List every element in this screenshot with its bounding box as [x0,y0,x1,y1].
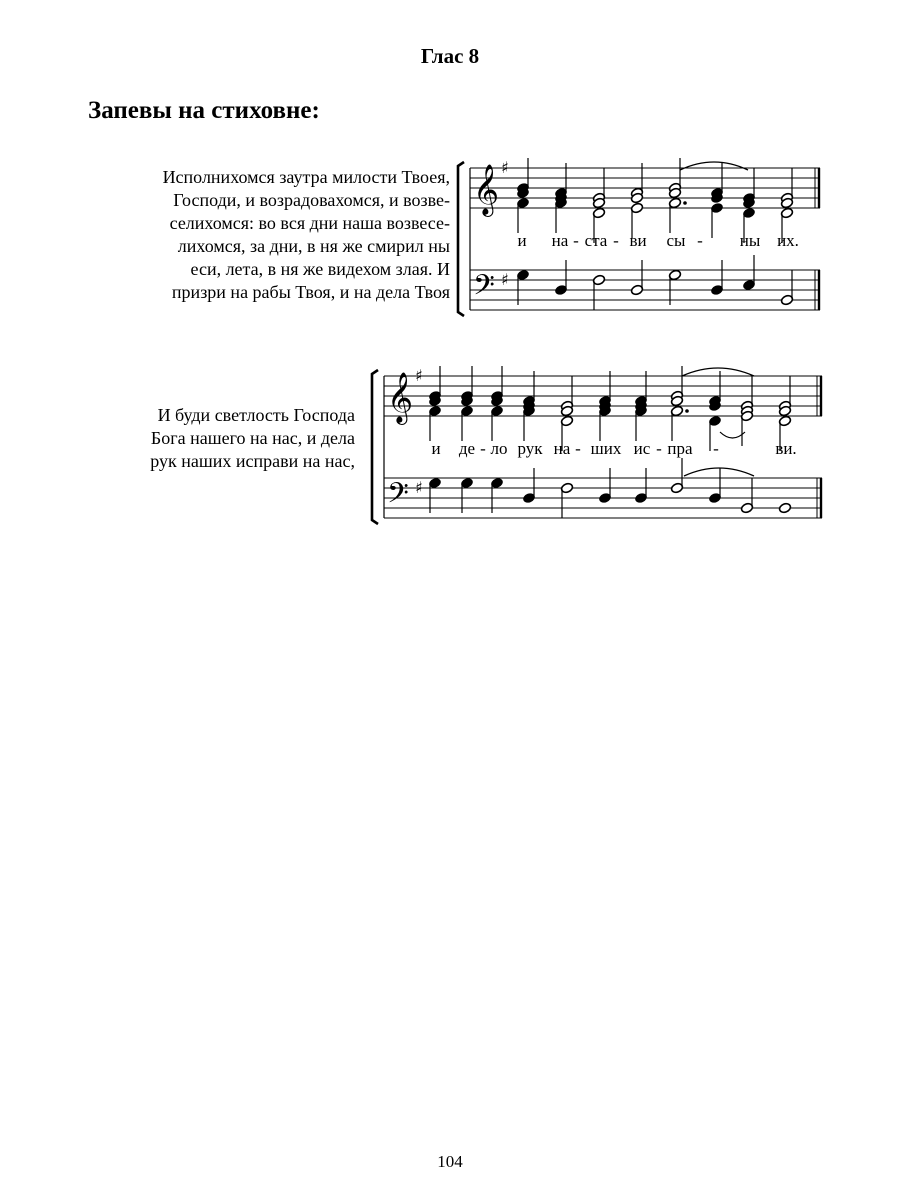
music-score-1 [456,150,821,309]
verse-text-line: Господи, и возрадовахомся, и возве- [173,190,450,210]
bass-note [778,502,791,514]
system-bracket [458,162,464,316]
system-bracket [372,370,378,524]
lyric-syllable: ших [590,439,622,458]
lyric-syllable: ви [629,231,647,250]
verse-text-line: лихомся, за дни, в ня же смирил ны [177,236,450,256]
lyric-syllable: - [656,439,662,458]
glas-label: Глас 8 [420,44,480,68]
verse-text-line: еси, лета, в ня же видехом злая. И [190,259,450,279]
verse-text-line: Исполнихомся заутра милости Твоея, [162,167,450,187]
verse-1-text [100,166,450,304]
section-title: Запевы на стиховне: [88,97,320,124]
slur [682,368,754,376]
key-sharp-bass-icon: ♯ [501,270,509,289]
bass-clef-icon: 𝄢 [387,477,409,517]
lyric-syllable: на [553,439,571,458]
lyric-syllable: де [458,439,476,458]
lyric-syllable: - [713,439,719,458]
slur [720,432,745,438]
lyric-syllable: ви. [775,439,797,458]
key-sharp-treble-icon: ♯ [501,158,509,177]
lyric-syllable: ны [739,231,761,250]
lyric-syllable: - [697,231,703,250]
lyric-syllable: ста [584,231,608,250]
lyric-syllable: пра [667,439,693,458]
music-score-2 [370,358,822,517]
bass-clef-icon: 𝄢 [473,269,495,309]
lyric-syllable: ло [490,439,508,458]
key-sharp-bass-icon: ♯ [415,478,423,497]
treble-clef-icon: 𝄞 [473,164,500,215]
verse-text-line: Бога нашего на нас, и дела [150,428,355,448]
key-sharp-treble-icon: ♯ [415,366,423,385]
verse-text-line: рук наших исправи на нас, [150,451,355,471]
lyric-syllable: и [431,439,441,458]
lyric-syllable: - [575,439,581,458]
verse-text-line: селихомся: во вся дни наша возвесе- [169,213,450,233]
lyric-syllable: - [480,439,486,458]
lyric-syllable: - [573,231,579,250]
verse-2-text [100,404,355,473]
treble-clef-icon: 𝄞 [387,372,414,423]
lyric-syllable: сы [666,231,686,250]
page-number: 104 [437,1152,463,1171]
lyric-syllable: рук [517,439,543,458]
lyric-syllable: их. [777,231,799,250]
lyric-syllable: на [551,231,569,250]
slur [684,468,754,476]
lyric-syllable: и [517,231,527,250]
slur [680,162,748,170]
lyric-syllable: ис [633,439,651,458]
verse-text-line: призри на рабы Твоя, и на дела Твоя [171,282,450,302]
verse-text-line: И буди светлость Господа [157,405,355,425]
dot [683,201,687,205]
dot [685,409,689,413]
lyric-syllable: - [613,231,619,250]
